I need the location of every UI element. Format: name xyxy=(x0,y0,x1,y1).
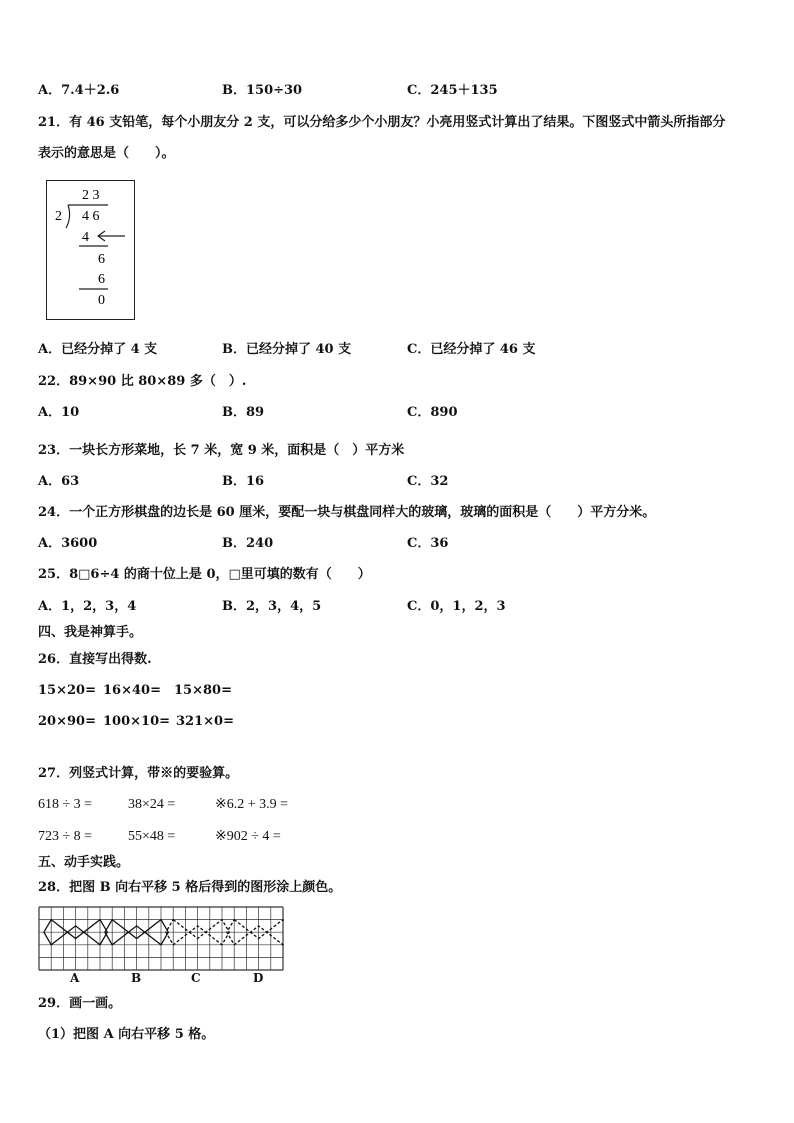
q24-option-c: C．36 xyxy=(407,536,449,551)
division-remainder-2: 0 xyxy=(98,293,105,308)
q26-item-2: 16×40= xyxy=(103,683,161,698)
division-dividend: 4 6 xyxy=(82,209,100,224)
q29-stem: 29．画一画。 xyxy=(38,996,122,1011)
division-divisor: 2 xyxy=(55,209,62,224)
translation-grid xyxy=(38,906,284,972)
q28-stem: 28．把图 B 向右平移 5 格后得到的图形涂上颜色。 xyxy=(38,880,342,895)
q21-option-a: A．已经分掉了 4 支 xyxy=(38,342,158,357)
q24-option-a: A．3600 xyxy=(38,536,98,551)
grid-label-b: B xyxy=(131,971,142,985)
q20-option-c: C．245＋135 xyxy=(407,83,498,98)
q23-option-b: B．16 xyxy=(222,474,265,489)
q27-item-2: 38×24 = xyxy=(128,797,176,812)
q26-item-5: 100×10= xyxy=(103,714,171,729)
q27-stem: 27．列竖式计算，带※的要验算。 xyxy=(38,766,239,781)
grid-label-a: A xyxy=(70,971,80,985)
q27-item-3: ※6.2 + 3.9 = xyxy=(215,797,289,812)
grid-label-c: C xyxy=(191,971,201,985)
section-4-heading: 四、我是神算手。 xyxy=(38,625,143,640)
q25-option-c: C．0，1，2，3 xyxy=(407,599,506,614)
q22-stem: 22．89×90 比 80×89 多（ ）. xyxy=(38,374,247,389)
q25-option-b: B．2，3，4，5 xyxy=(222,599,322,614)
q23-option-a: A．63 xyxy=(38,474,80,489)
q22-option-b: B．89 xyxy=(222,405,265,420)
q27-item-5: 55×48 = xyxy=(128,829,176,844)
q22-option-c: C．890 xyxy=(407,405,458,420)
q26-item-1: 15×20= xyxy=(38,683,96,698)
q23-stem: 23．一块长方形菜地，长 7 米，宽 9 米，面积是（ ）平方米 xyxy=(38,443,405,458)
division-remainder-1: 6 xyxy=(98,252,105,267)
q27-item-6: ※902 ÷ 4 = xyxy=(215,829,281,844)
q25-stem: 25．8□6÷4 的商十位上是 0，□里可填的数有（ ） xyxy=(38,567,371,582)
division-quotient: 2 3 xyxy=(82,188,100,203)
q25-option-a: A．1，2，3，4 xyxy=(38,599,137,614)
q27-item-4: 723 ÷ 8 = xyxy=(38,829,93,844)
division-bracket xyxy=(66,205,70,228)
q21-stem-line1: 21．有 46 支铅笔，每个小朋友分 2 支，可以分给多少个小朋友？小亮用竖式计算出了结果。下图竖式中箭头所指部分 xyxy=(38,115,726,130)
q21-option-b: B．已经分掉了 40 支 xyxy=(222,342,352,357)
q21-stem-line2: 表示的意思是（ ）。 xyxy=(38,146,175,161)
q29-sub-1: （1）把图 A 向右平移 5 格。 xyxy=(38,1027,215,1042)
q21-option-c: C．已经分掉了 46 支 xyxy=(407,342,536,357)
division-product-2: 6 xyxy=(98,272,105,287)
q27-item-1: 618 ÷ 3 = xyxy=(38,797,93,812)
q23-option-c: C．32 xyxy=(407,474,449,489)
q20-option-a: A．7.4＋2.6 xyxy=(38,83,120,98)
section-5-heading: 五、动手实践。 xyxy=(38,855,130,870)
q26-item-6: 321×0= xyxy=(176,714,234,729)
division-product-1: 4 xyxy=(82,230,89,245)
q24-stem: 24．一个正方形棋盘的边长是 60 厘米，要配一块与棋盘同样大的玻璃，玻璃的面积是（ ）平方分米。 xyxy=(38,505,656,520)
q26-stem: 26．直接写出得数. xyxy=(38,652,152,667)
q22-option-a: A．10 xyxy=(38,405,80,420)
q24-option-b: B．240 xyxy=(222,536,274,551)
q20-option-b: B．150÷30 xyxy=(222,83,303,98)
grid-label-d: D xyxy=(253,971,264,985)
q26-item-3: 15×80= xyxy=(174,683,232,698)
q26-item-4: 20×90= xyxy=(38,714,96,729)
long-division-figure xyxy=(46,180,135,320)
